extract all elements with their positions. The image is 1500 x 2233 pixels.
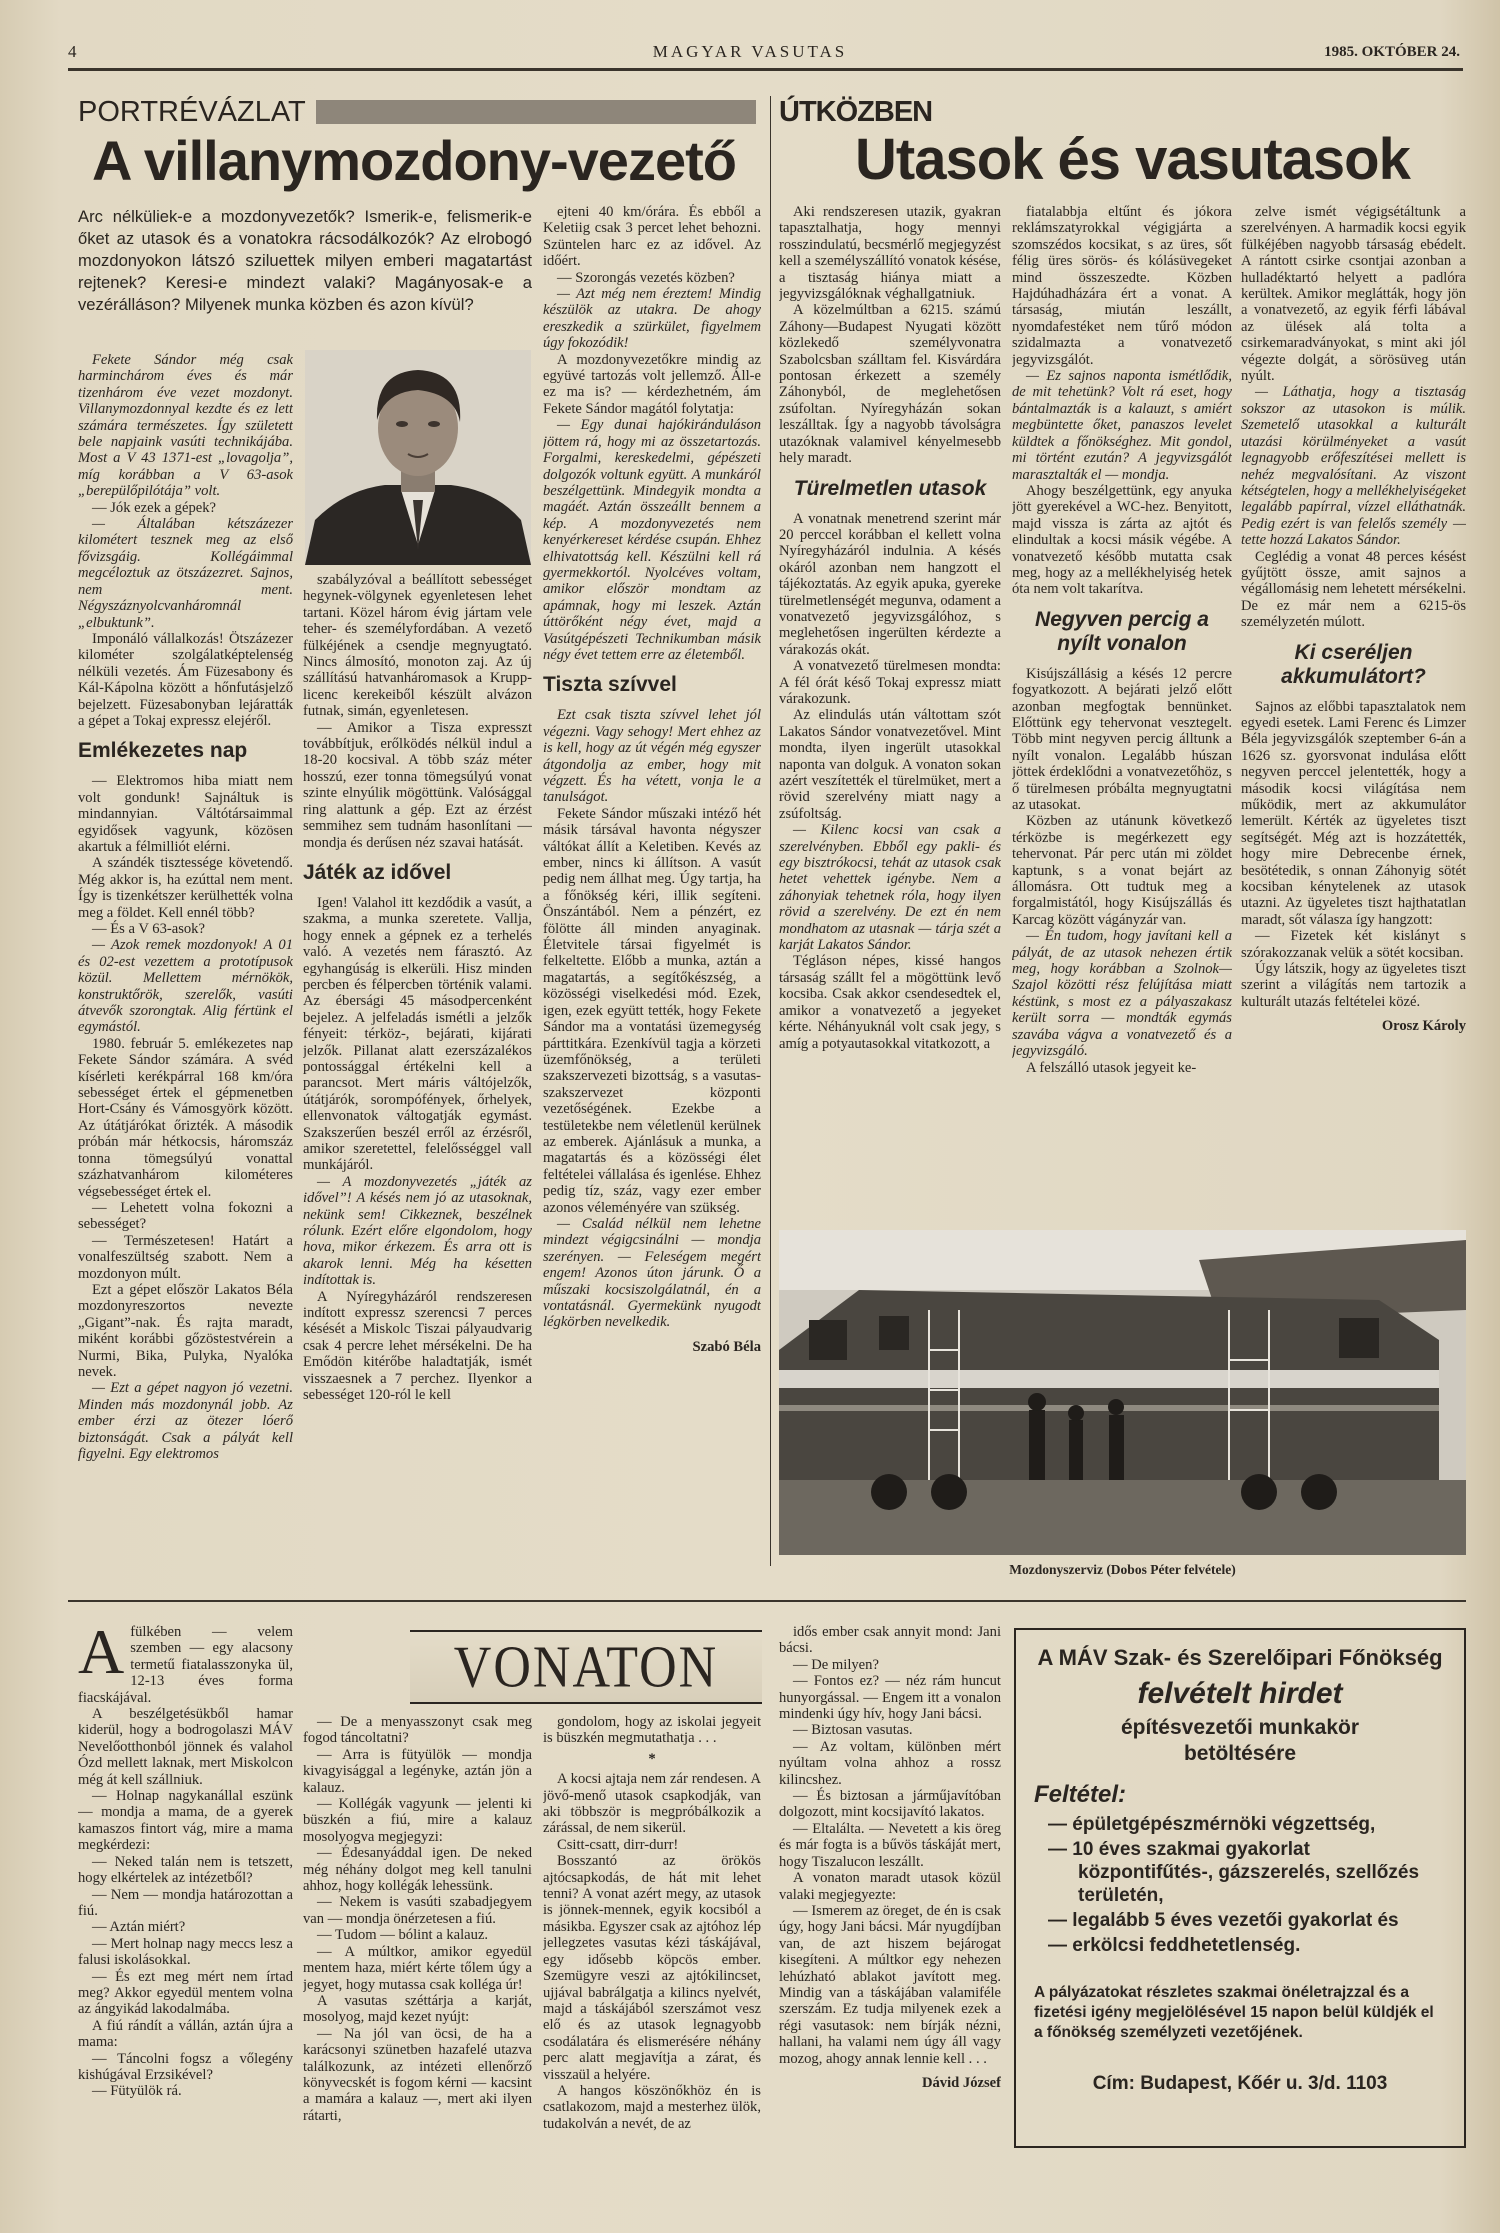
page-number: 4 [68, 42, 80, 61]
paragraph: Ezt a gépet először Lakatos Béla mozdonyreszortos nevezte „Gigant”-nak. És rajta maradt, miként korábbi gőzöstestvérein a Nurmi, Bika, Pulyka, Nyalóka nevek. [78, 1281, 293, 1380]
paragraph: Úgy látszik, hogy az ügyeletes tiszt szerint a világítás nem tartozik a kulturált utazás feltételei közé. [1241, 961, 1466, 1010]
locomotive-photo [779, 1230, 1466, 1555]
paragraph: zelve ismét végigsétáltunk a szerelvényen. A harmadik kocsi egyik fülkéjében nagyobb társaság ebédelt. A rántott csirke csontjai azonban a hulladéktartó helyett a padlóra kerültek. Amikor meglátták, hogy jön a vonatvezető, az egyik férfi lábával az ülések alá tolta a csirkemaradványokat, s mint aki jól végezte dolgát, a sörösüveg után nyúlt. [1241, 204, 1466, 385]
paragraph: — Azok remek mozdonyok! A 01 és 02-est vezettem a prototípusok közül. Mellettem mérnökök, konstruktőrök, szerelők, vasúti átvevők szorongtak. Alig fértünk el egymástól. [78, 937, 293, 1036]
paragraph: — Kilenc kocsi van csak a szerelvényben. Ebből egy pakli- és egy bisztrókocsi, tehát az utasok csak hetet vehettek igénybe. Nem a záhonyiak tehetnek róla, hogy ilyen rövid a szerelvény. De ezt én nem mondhatom az utasnak — tárja szét a karját Lakatos Sándor. [779, 822, 1001, 954]
portrait-column-3 [543, 204, 761, 1566]
kicker-bar [316, 100, 756, 124]
paragraph: A beszélgetésükből hamar kiderül, hogy a bodrogolaszi MÁV Nevelőotthonból jönnek és valahol Ózd mellett laknak, mert Miskolcon még át kell szállniuk. [78, 1706, 293, 1788]
paragraph: — A mozdonyvezetés „játék az idővel”! A késés nem jó az utasoknak, nekünk sem! Cikkeznek, beszélnek rólunk. Ezért előre elgondolom, hogy hova, mikor érkezem. És arra ott is akarok lenni. Még ha késetten indítottak is. [303, 1173, 532, 1289]
paragraph: — Egy dunai hajókiránduláson jöttem rá, hogy mi az összetartozás. Forgalmi, kereskedelmi, gépészeti dolgozók voltunk együtt. A munkáról beszélgettünk. Mindegyik mondta a magáét. Aztán összeállt bennem a kép. A mozdonyvezetés nem kenyérkereset kérdése csupán. Ehhez elhivatottság kell. Készülni kell rá gyermekkortól. Nyolcéves voltam, amikor először mondtam az apámnak, hogy mi leszek. Aztán úttörőként négy évet, majd a Vasútgépészeti Technikumban másik négy évet tettem erre az életemből. [543, 417, 761, 663]
paragraph: — Fütyülök rá. [92, 2083, 182, 2100]
paragraph: Bosszantó az örökös ajtócsapkodás, de hát mit lehet tenni? A vonat azért megy, az utasok is jönnek-mennek, egyik kocsiból a másikba. Egyszer csak az ajtóhoz lép jellegzetes vasutas kézi táskájával, egy idősebb köpcös ember. Szemügyre veszi az ajtókilincset, ujjával babrálgatja a kilincs nyelvét, majd a táskájából szerszámot vesz elő és az utasok legnagyobb csodálatára és elismerésére néhány perc alatt megjavítja a zárat, és visszaül a helyére. [543, 1853, 761, 2083]
paragraph: — Ezt a gépet nagyon jó vezetni. Minden más mozdonynál jobb. Az ember érzi az ötezer lóerő biztonságát. Csak a pályát kell figyelni. Egy elektromos [78, 1380, 293, 1462]
paragraph: — Család nélkül nem lehetne mindezt végigcsinálni — mondja szerényen. — Feleségem megért engem! Azonos úton járunk. Ő a műszaki kocsiszolgálatnál, én a vontatásnál. Gyermekünk nyugodt légkörben nevelkedik. [543, 1215, 761, 1331]
travel-column-3 [1241, 204, 1466, 1216]
author-byline: Orosz Károly [1381, 1018, 1466, 1035]
paragraph: A kocsi ajtaja nem zár rendesen. A jövő-menő utasok csapkodják, van aki többször is megpróbálkozik a zárással, de nem sikerül. [543, 1771, 761, 1837]
author-byline: Szabó Béla [692, 1338, 761, 1355]
paragraph: — Természetesen! Határt a vonalfeszültség szabott. Nem a mozdonyon múlt. [78, 1232, 293, 1282]
portrait-kicker: PORTRÉVÁZLAT [78, 96, 306, 128]
paragraph: Ahogy beszélgettünk, egy anyuka jött gyerekével a WC-hez. Benyitott, majd vissza is zárta az ajtót és elindultak a kocsi másik végébe. A vonatvezető később mutatta csak meg, hogy az a mellékhelyiség hetek óta nem volt takarítva. [1012, 482, 1232, 598]
travel-column-1 [779, 204, 1001, 1216]
paragraph: — Láthatja, hogy a tisztaság sokszor az utasokon is múlik. Szemetelő utasokkal a kulturált utazási körülményeket a vasút legnagyobb erőfeszítései mellett is nehéz megvalósítani. Az viszont kétségtelen, hogy a mellékhelyiségeket legalább papírral, vízzel elláthatnák. Pedig ezért is van felelős személy — tette hozzá Lakatos Sándor. [1241, 384, 1466, 549]
paragraph: — Elektromos hiba miatt nem volt gondunk! Sajnáltuk is mindannyian. Váltótársaimmal egyidősek vagyunk, közösen akartuk a félmilliót elérni. [78, 773, 293, 855]
ad-note: A pályázatokat részletes szakmai önéletrajzzal és a fizetési igény megjelölésével 15 napon belül küldjék el a főnökség személyzeti vezetőjének. [1034, 1984, 1434, 2041]
paragraph: — És a V 63-asok? [92, 921, 205, 937]
paragraph: Fekete Sándor műszaki intéző hét másik társával havonta négyszer váltókat állít a Keletiben. Kevés az ember, nincs ki állítson. A vasút pedig nem állhat meg. Úgy tartja, ha a főnökség kéri, illik segíteni. Önszántából. Nem a pénzért, ez fölötte áll minden anyaginak. Életvitele társai figyelmét is felkeltette. Előbb a munka, aztán a magatartás, a segítőkészség, a közösségi viselkedési mód. Ezek, igen, ezek együtt tették, hogy Fekete Sándor ma a vontatási üzemegység párttitkára. Ezenkívül tagja a körzeti üzemfőnökség, a területi szakszervezeti bizottság, s a vasutas-szakszervezet központi vezetőségének. Ezekbe a testületekbe nem véletlenül kerülnek az emberek. Ajánlásuk a munka, a magatartás és a közösségi élet feltételei vállalása és igenlése. Ehhez pedig tíz, száz, vagy ezer ember azonos véleményére van szükség. [543, 805, 761, 1216]
paragraph: A közelmúltban a 6215. számú Záhony—Budapest Nyugati között közlekedő személyvonatra Szabolcsban szálltam fel. Kisvárdára pontosan érkezett a személy Záhonyból, de meglehetősen zsúfoltan. Nyíregyházán sokan leszálltak. Így a nagyobb távolságra utazóknak valamivel kényelmesebb hely maradt. [779, 302, 1001, 467]
paragraph: — Ez sajnos naponta ismétlődik, de mit tehetünk? Volt rá eset, hogy bántalmazták is a kalauzt, s amiért megbüntette őket, panaszos levelet küldtek a főnökséghez. Mit gondol, mi történt ezután? A jegyvizsgálót marasztalták el — mondja. [1012, 368, 1232, 483]
paragraph: — Na jól van öcsi, de ha a karácsonyi szünetben hazafelé utazva találkozunk, az intézeti ellenőrző könyvecskét is fogom kérni — kacsint a mamára a kalauz —, mert aki ilyen rátarti, [303, 2025, 532, 2124]
column-divider [770, 96, 771, 1566]
paragraph: Tégláson népes, kissé hangos társaság szállt fel a mögöttünk levő kocsiba. Csak akkor csendesedtek el, amikor a vonatvezető a jegyeket kérte. Néhányuknál volt csak jegy, s amíg a potyautasokkal vitatkozott, a [779, 953, 1001, 1052]
paragraph: — De milyen? [793, 1656, 879, 1673]
paragraph: — Tudom — bólint a kalauz. [317, 1927, 489, 1944]
paragraph: A fiú rándít a vállán, aztán újra a mama: [78, 2017, 293, 2051]
paragraph: Az elindulás után váltottam szót Lakatos Sándor vonatvezetővel. Mint mondta, ilyen ingerült utasokkal naponta van dolguk. A vonaton sokan azért veszítették el türelmüket, mert a rövid szerelvény miatt nagy a zsúfoltság. [779, 707, 1001, 822]
paragraph: Közben az utánunk következő térközbe is megérkezett egy tehervonat. Pár perc után mi zöldet kaptunk, s a vonat bejárt az állomásra. Ott tudtuk meg a forgalmistától, hogy Kisújszállás és Karcag között vágányzár van. [1012, 813, 1232, 928]
paragraph: szabályzóval a beállított sebességet hegynek-völgynek egyenletesen lehet tartani. Közel három évig jártam vele teher- és személyfordában. A vezető fülkéjének a csendje megnyugtató. Nincs álmosító, monoton zaj. Az új szállítású hatvanháromasok a Krupp-licenc kerekeiből készült alvázon futnak, simán, egyenletesen. [303, 572, 532, 720]
ad-condition: — 10 éves szakmai gyakorlat központifűtés-, gázszerelés, szellőzés területén, [1048, 1839, 1420, 1906]
paragraph: A vonatnak menetrend szerint már 20 perccel korábban el kellett volna Nyíregyházáról indulnia. A késés okáról azonban nem hangzott el tájékoztatás. Az egyik apuka, gyereke türelmetlenségét megunva, odament a vonatvezető jegyvizsgálóhoz, s meglehetősen ingerülten kérdezte a várakozás okát. [779, 510, 1001, 658]
subheading: Ki cseréljen akkumulátort? [1281, 640, 1426, 688]
paragraph: — Édesanyáddal igen. De neked még néhány dolgot meg kell tanulni ahhoz, hogy kollégák lehessünk. [303, 1845, 532, 1895]
paragraph: A vasutas széttárja a karját, mosolyog, majd kezet nyújt: [303, 1992, 532, 2026]
paragraph: — Arra is fütyülök — mondja kivagyisággal a legényke, aztán jön a kalauz. [303, 1746, 532, 1796]
paragraph: — És ezt meg mért nem írtad meg? Akkor egyedül mentem volna az ángyikád lakodalmába. [78, 1968, 293, 2018]
photo-caption: Mozdonyszerviz (Dobos Péter felvétele) [1009, 1562, 1236, 1577]
paragraph: — Lehetett volna fokozni a sebességet? [78, 1199, 293, 1233]
job-advertisement [1014, 1628, 1466, 2148]
ad-conditions-list [1034, 1813, 1446, 1957]
paragraph: idős ember csak annyit mond: Jani bácsi. [779, 1624, 1001, 1657]
paragraph: — Kollégák vagyunk — jelenti ki büszkén a fiú, mire a kalauz mosolyogva megjegyzi: [303, 1796, 532, 1845]
paragraph: — Holnap nagykanállal eszünk — mondja a mama, de a gyerek kamaszos fintort vág, mire a mama megkérdezi: [78, 1788, 293, 1854]
paragraph: — Biztosan vasutas. [793, 1722, 913, 1739]
ad-position: építésvezetői munkakör betöltésére [1120, 1716, 1360, 1765]
paragraph: Ceglédig a vonat 48 perces késést gyűjtött össze, amit sajnos a végállomásig nem lehetett mérsékelni. De ez már nem a 6215-ös személyzetén múlott. [1241, 548, 1466, 631]
paragraph: — Neked talán nem is tetszett, hogy elkértelek az intézetből? [78, 1853, 293, 1887]
paragraph: — Mert holnap nagy meccs lesz a falusi iskolásokkal. [78, 1935, 293, 1969]
paragraph: Imponáló vállalkozás! Ötszázezer kilométer szolgálatképtelenség nélküli vezetés. Ám Füzesabony és Kál-Kápolna között a hőnfutásjelző bejelzett. Füzesabonyban lejáratták a gépet a Tokaj expressz elejéről. [78, 630, 293, 729]
paragraph: — Fontos ez? — néz rám huncut hunyorgással. — Engem itt a vonalon mindenki úgy hív, hogy Jani bácsi. [779, 1673, 1001, 1723]
vonaton-column-1 [78, 1624, 293, 2216]
paragraph: — Nekem is vasúti szabadjegyem van — mondja önérzetesen a fiú. [303, 1894, 532, 1927]
paper-name: MAGYAR VASUTAS [652, 42, 848, 61]
subheading: Negyven percig a nyílt vonalon [1035, 607, 1209, 655]
paragraph: — Ismerem az öreget, de én is csak úgy, hogy Jani bácsi. Már nyugdíjban van, de azt hiszem bejárogat kisegíteni. A múltkor egy nehezen lehúzható ablakot javított meg. Mindig van a táskájában valamiféle szerszám. Ez tudja milyenek ezek a régi vasutasok: nem bírják nézni, hallani, ha valami nem úgy áll vagy mozog, ahogy annak lennie kell . . . [779, 1902, 1001, 2067]
paragraph: — Nem — mondja határozottan a fiú. [78, 1886, 293, 1919]
vonaton-title-box [410, 1630, 762, 1704]
section-separator: * [648, 1750, 656, 1767]
section-rule [68, 1600, 1466, 1602]
paragraph: A felszálló utasok jegyeit ke- [1026, 1059, 1197, 1076]
vonaton-title: VONATON [453, 1634, 719, 1700]
paragraph: — Aztán miért? [92, 1919, 186, 1936]
paragraph: gondolom, hogy az iskolai jegyeit is büszkén megmutathatja . . . [543, 1714, 761, 1747]
paragraph: — És biztosan a járműjavítóban dolgozott, mint kocsijavító lakatos. [779, 1788, 1001, 1821]
paragraph: — Szorongás vezetés közben? [557, 269, 735, 286]
subheading: Türelmetlen utasok [793, 476, 987, 500]
paragraph: A szándék tisztessége követendő. Még akkor is, ha ezúttal nem ment. Így is tizenkétszer kerülhették volna meg a földet. Kell ennél több? [78, 855, 293, 921]
paragraph: Fekete Sándor még csak harminchárom éves és már tizenhárom éve vezet mozdonyt. Villanymozdonnyal kezdte és ez lett számára természetes. Így született bele napjaink vasúti technikájába. Most a V 43 1371-est „lovagolja”, míg korábban a V 63-asok „berepülőpilótája” volt. [78, 352, 293, 500]
paragraph: — A múltkor, amikor egyedül mentem haza, miért kérte tőlem úgy a jegyet, hogy mutassa csak kolléga úr! [303, 1943, 532, 1993]
paragraph: Aki rendszeresen utazik, gyakran tapasztalhatja, hogy mennyi rosszindulatú, becsmérlő megjegyzést kell a személyszállító vonatok késése, a tisztaság hiánya miatt a jegyvizsgálóknak véghallgatniuk. [779, 204, 1001, 303]
travel-kicker: ÚTKÖZBEN [779, 96, 933, 128]
portrait-headline: A villanymozdony-vezető [92, 129, 736, 192]
paragraph: Ezt csak tiszta szívvel lehet jól végezni. Vagy sehogy! Mert ehhez az is kell, hogy az út végén még egyszer átgondolja az ember, hogy mit végzett. És ha vétett, vonja le a tanulságot. [543, 707, 761, 806]
paragraph: A vonatvezető türelmesen mondta: A fél órát késő Tokaj expressz miatt várakozunk. [779, 658, 1001, 707]
paragraph: Csitt-csatt, dirr-durr! [557, 1836, 679, 1853]
header-rule [68, 68, 1463, 71]
ad-condition: — legalább 5 éves vezetői gyakorlat és [1048, 1910, 1399, 1931]
travel-column-2 [1012, 204, 1232, 1216]
paragraph: A mozdonyvezetőkre mindig az együvé tartozás volt jellemző. Áll-e ez ma is? — kérdezhetném, ám Fekete Sándor magától folytatja: [543, 351, 761, 417]
portrait-column-1 [78, 352, 293, 1566]
vonaton-column-2 [303, 1714, 532, 2216]
travel-headline: Utasok és vasutasok [855, 127, 1410, 192]
paragraph: — Fizetek két kislányt s szórakozzanak velük a sötét kocsiban. [1241, 928, 1466, 961]
paragraph: — Azt még nem éreztem! Mindig készülök az utakra. De ahogy ereszkedik a szürkület, figyelmem úgy fokozódik! [543, 286, 761, 352]
paragraph: A Nyíregyházáról rendszeresen indított expressz szerencsi 7 perces késését a Miskolc Tiszai pályaudvarig csak 4 percre lehet mérsékelni. De ha Emődön kitérőbe haladtatják, ismét visszaesnek a 7 perchez. Ilyenkor a sebességet 120-ról le kell [303, 1288, 532, 1404]
paragraph: fiatalabbja eltűnt és jókora reklámszatyrokkal végigjárta a szomszédos kocsikat, s az üres, sőt félig üres sörös- és kólásüvegeket mind összeszedte. Közben Hajdúhadházára ért a vonat. A társaság, miután leszállt, nyomdafestéket nem tűrő módon szidalmazta a vonatvezető jegyvizsgálót. [1012, 204, 1232, 368]
paragraph: Kisújszállásig a késés 12 percre fogyatkozott. A bejárati jelző előtt azonban megfogtak bennünket. Előttünk egy tehervonat vesztegelt. Több mint negyven percig álltunk a nyílt vonalon. Legalább húszan jöttek érdeklődni a vonatvezetőhöz, s ő türelmesen próbálta megnyugtatni az utasokat. [1012, 665, 1232, 813]
ad-condition: — erkölcsi feddhetetlenség. [1048, 1935, 1301, 1956]
ad-organization: A MÁV Szak- és Szerelőipari Főnökség [1037, 1645, 1443, 1670]
paragraph: A vonaton maradt utasok közül valaki megjegyezte: [779, 1870, 1001, 1903]
paragraph: — Én tudom, hogy javítani kell a pályát, de az utasok nehezen értik meg, hogy korábban a Szolnok—Szajol közötti rész felújítása miatt késtünk, s most ez a pályaszakasz került sorra — mondták egymás szavába vágva a vonatvezető és a jegyvizsgáló. [1012, 928, 1232, 1060]
paragraph: — Eltalálta. — Nevetett a kis öreg és már fogta is a bűvös táskáját mert, hogy Tiszalucon leszállt. [779, 1820, 1001, 1870]
drop-cap: A [78, 1624, 125, 1687]
ad-condition: — épületgépészmérnöki végzettség, [1048, 1814, 1376, 1835]
paragraph: Sajnos az előbbi tapasztalatok nem egyedi esetek. Lami Ferenc és Limzer Béla jegyvizsgálók szeptember 6-án a 1626 sz. gyorsvonat indulása előtt negyven perccel jelentették, hogy a második kocsi világítása nem működik, mert az akkumulátor lemerült. Kérték az ügyeletes tiszt segítségét. Még azt is hozzátették, hogy mire Debrecenbe érnek, besötétedik, s onnan Záhonyig sötét kocsiban kénytelenek az utasok utazni. Az ügyeletes tiszt hajthatatlan maradt, sőt válasza így hangzott: [1241, 698, 1466, 928]
ad-conditions-label: Feltétel: [1034, 1781, 1127, 1808]
vonaton-lead: fülkében — velem szemben — egy alacsony termetű fiatalasszonyka ül, 12-13 éves forma fiacskájával. [78, 1624, 293, 1706]
paragraph: — Az voltam, különben mért nyúltam volna ahhoz a rossz kilincshez. [779, 1738, 1001, 1788]
vonaton-column-1-body [78, 1706, 293, 2100]
portrait-column-2 [303, 572, 532, 1566]
author-byline: Dávid József [921, 2074, 1001, 2091]
ad-address: Cím: Budapest, Kőér u. 3/d. 1103 [1092, 2073, 1388, 2094]
paragraph: — De a menyasszonyt csak meg fogod táncoltatni? [303, 1714, 532, 1747]
paragraph: — Jók ezek a gépek? [92, 499, 216, 516]
paragraph: Igen! Valahol itt kezdődik a vasút, a szakma, a munka szeretete. Vallja, hogy ennek a gépnek ez a terhelés való. A vezetés nem fárasztó. Az egyhangúság is elkerüli. Hisz minden percben és félpercben történik valami. Az ébersági 45 másodpercenként bejelez. A jelfeladás ismétli a jelzők fényeit: térköz-, bejárati, kijárati jelzők. Pillanat alatt ezerszázalékos pontossággal értékelni kell a parancsot. Mert máris váltójelzők, útátjárók, sorompófények, őrhelyek, ellenvonatok váltogatják egymást. Szakszerűen beszél erről az érzésről, amikor szeretettel, felelősséggel vall munkájáról. [303, 894, 532, 1174]
vonaton-column-4 [779, 1624, 1001, 2216]
paragraph: A hangos köszönőkhöz én is csatlakozom, majd a mesterhez ülök, tudakolván a nevét, de az [543, 2082, 761, 2132]
issue-date: 1985. OKTÓBER 24. [1324, 44, 1460, 60]
paragraph: — Amikor a Tisza expresszt továbbítjuk, erőlködés nélkül indul a 18-20 kocsival. A több száz méter hosszú, ezer tonna tömegsúlyú vonat szinte elnyúlik mögöttünk. Valósággal ring alattunk a gép. Ezt az érzést semmihez sem tudnám hasonlítani — mondja és derűsen néz szavai hatását. [303, 719, 532, 851]
paragraph: ejteni 40 km/órára. És ebből a Keletiig csak 3 percet lehet behozni. Szüntelen harc ez az idővel. Az időért. [543, 204, 761, 270]
portrait-photo [305, 350, 531, 565]
paragraph: 1980. február 5. emlékezetes nap Fekete Sándor számára. A svéd kísérleti kerékpárral 168 km/óra sebességet értek el gépmenetben Hort-Csány és Vámosgyörk között. Az útátjárókat őrizték. A második próbán már hétkocsis, háromszáz tonna tömegsúlyú vonattal százhatvanhárom kilométeres végsebességet értek el. [78, 1035, 293, 1200]
paragraph: — Általában kétszázezer kilométert tesznek meg az első fővizsgáig. Kollégáimmal megcéloztuk az ötszázezret. Sajnos, nem ment. Négyszáznyolcvanháromnál „elbuktunk”. [78, 516, 293, 631]
subheading: Játék az idővel [303, 860, 452, 884]
paragraph: — Táncolni fogsz a vőlegény kishúgával Erzsikével? [78, 2050, 293, 2083]
subheading: Emlékezetes nap [78, 739, 248, 763]
subheading: Tiszta szívvel [543, 673, 677, 697]
vonaton-column-3 [543, 1714, 761, 2216]
portrait-intro: Arc nélküliek-e a mozdonyvezetők? Ismerik-e, felismerik-e őket az utasok és a vonatokra rácsodálkozók? Az elrobogó mozdonyokon látszó sziluettek milyen emberi magatartást rejtenek? Keresi-e mindezt valaki? Magányosak-e a vezérálláson? Milyenek munka közben és azon kívül? [78, 207, 532, 314]
ad-headline: felvételt hirdet [1137, 1677, 1343, 1710]
